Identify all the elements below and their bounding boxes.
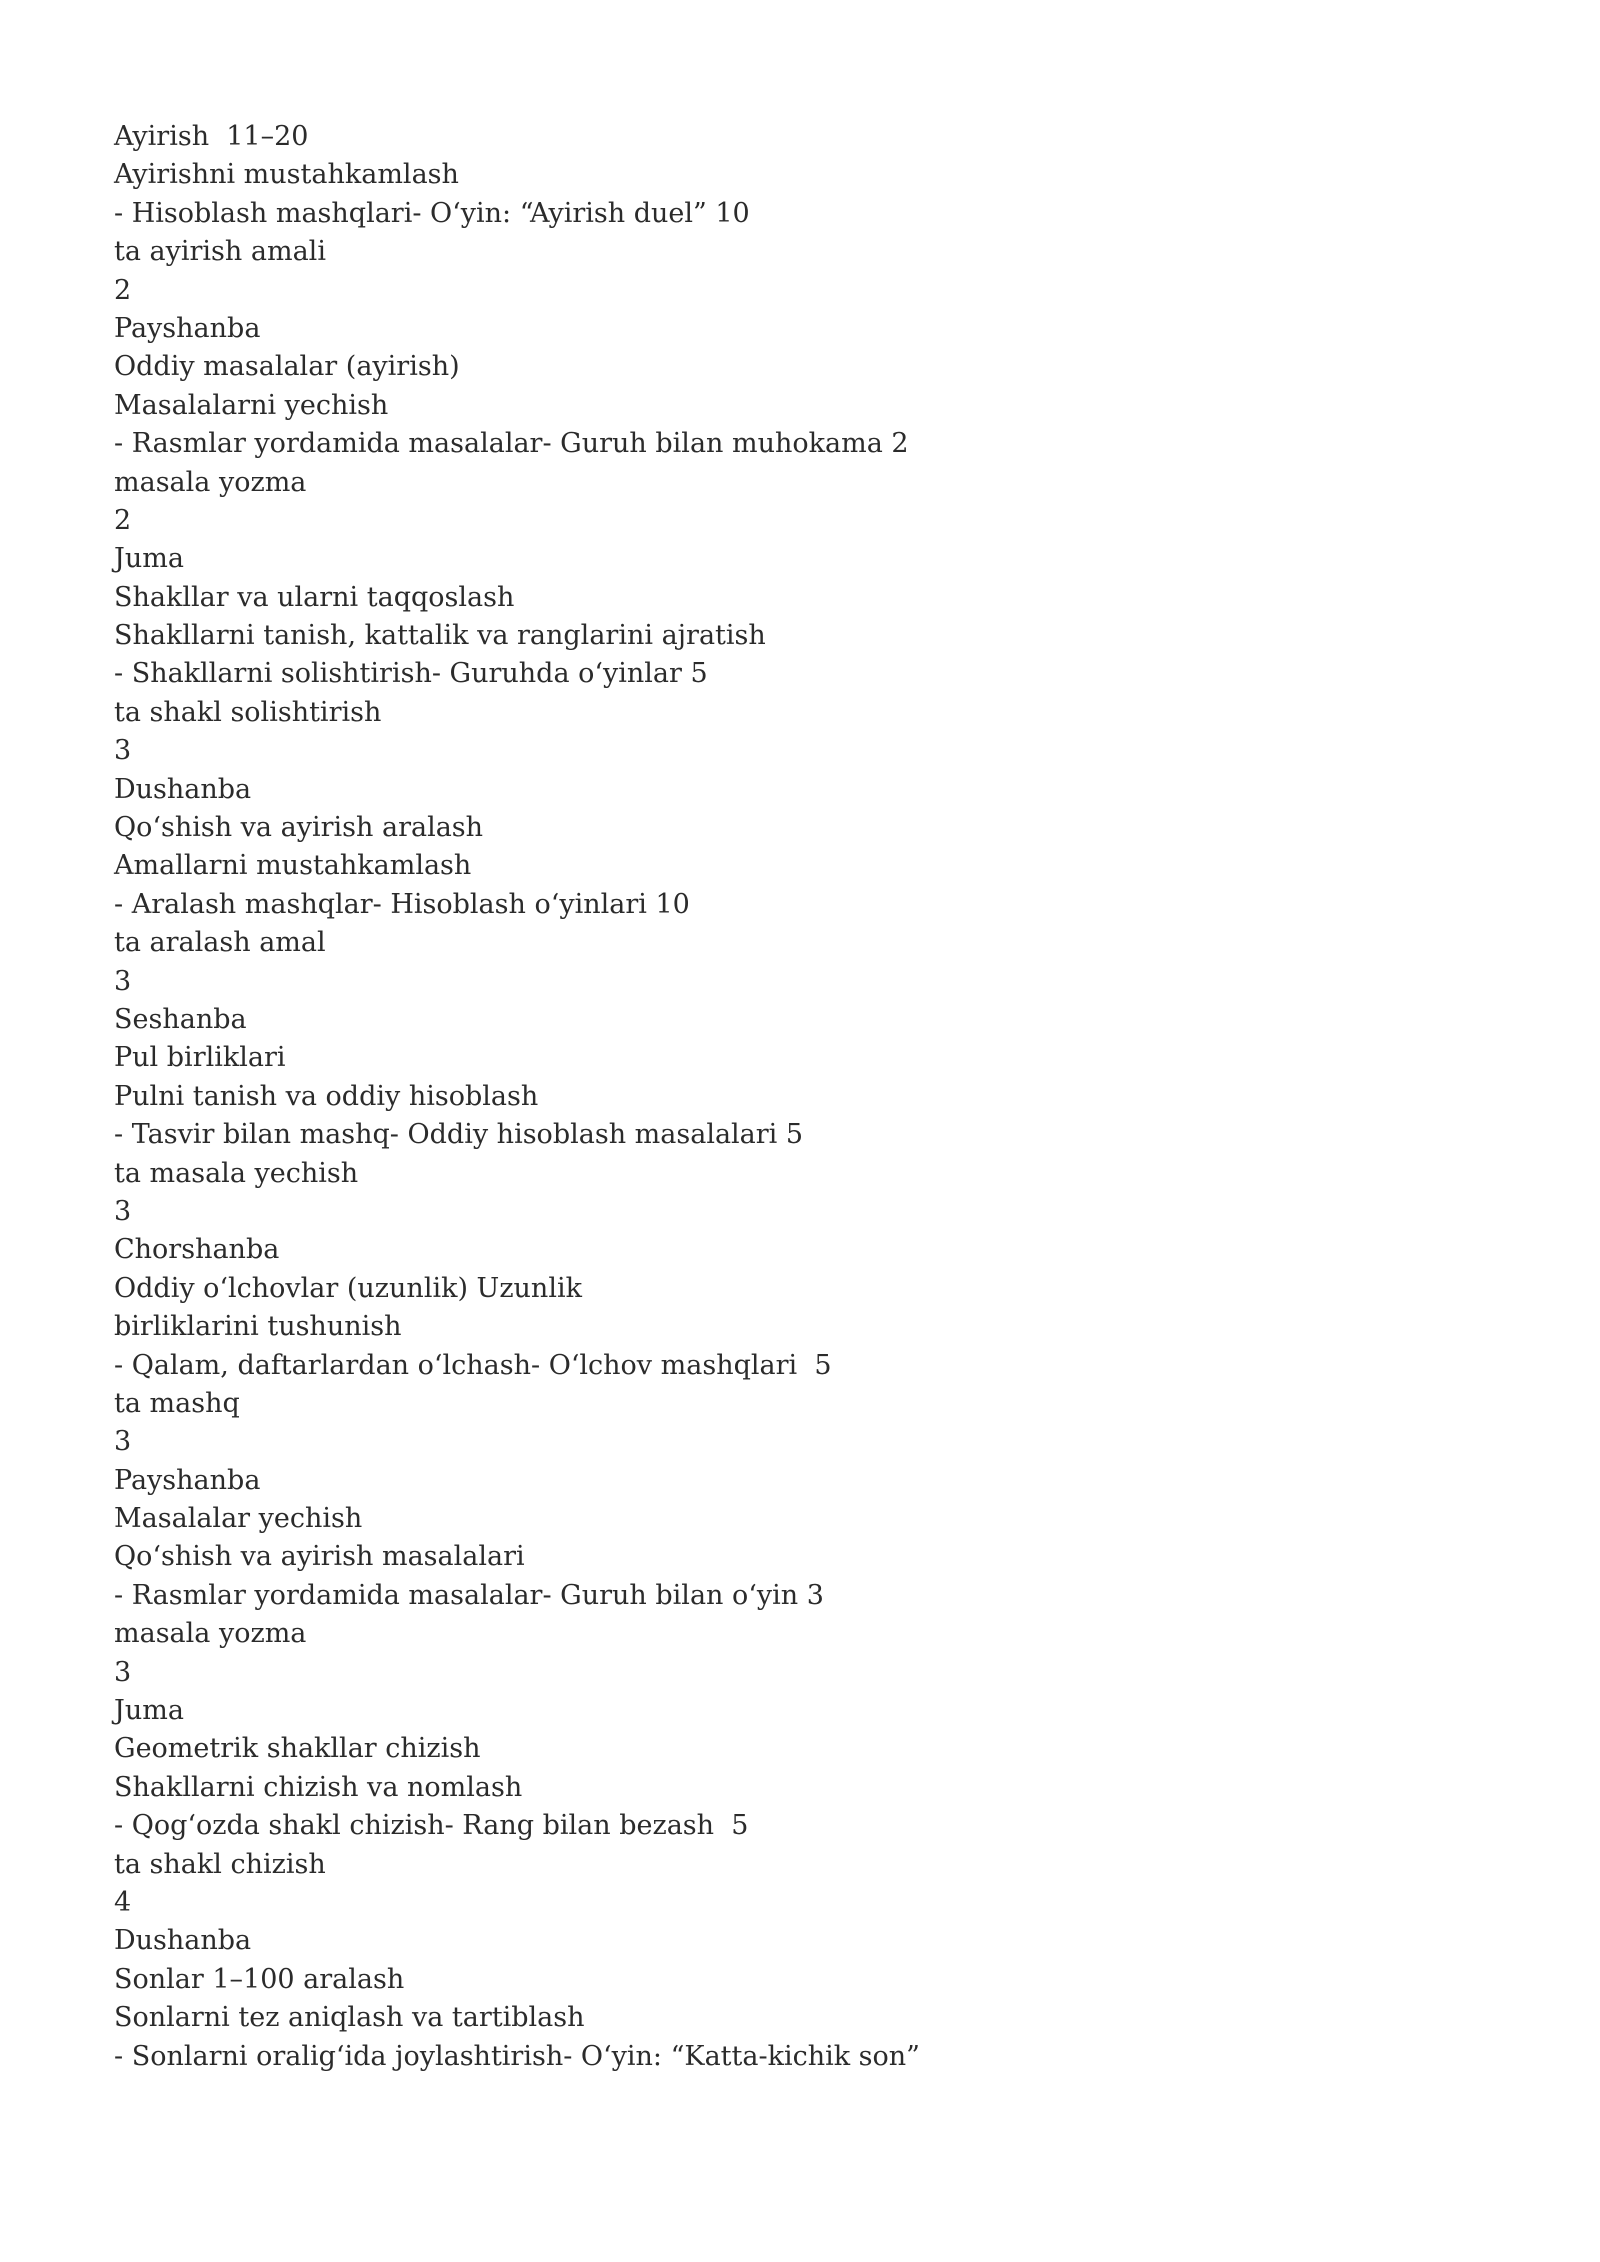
text-line: Sonlar 1–100 aralash (114, 1963, 405, 1995)
text-line: - Shakllarni solishtirish- Guruhda o‘yinlar 5 (114, 658, 708, 690)
text-line: Pul birliklari (114, 1042, 286, 1074)
text-line: Juma (114, 1695, 184, 1727)
text-line: Payshanba (114, 312, 261, 344)
text-line: Amallarni mustahkamlash (114, 850, 472, 882)
text-line: 2 (114, 274, 132, 306)
text-line: - Qog‘ozda shakl chizish- Rang bilan bezash 5 (114, 1810, 749, 1842)
text-line: ta shakl solishtirish (114, 696, 382, 728)
text-line: Seshanba (114, 1003, 247, 1035)
text-line: - Rasmlar yordamida masalalar- Guruh bilan muhokama 2 (114, 428, 909, 460)
text-line: Shakllarni tanish, kattalik va ranglarini ajratish (114, 620, 766, 652)
text-line: Dushanba (114, 773, 252, 805)
text-line: Juma (114, 543, 184, 575)
text-line: ta ayirish amali (114, 236, 326, 268)
text-line: Chorshanba (114, 1234, 280, 1266)
text-line: Masalalar yechish (114, 1503, 363, 1535)
text-line: Oddiy masalalar (ayirish) (114, 351, 460, 383)
text-line: ta mashq (114, 1387, 240, 1419)
text-line: Qo‘shish va ayirish masalalari (114, 1541, 525, 1573)
text-line: Ayirishni mustahkamlash (114, 159, 459, 191)
text-line: - Rasmlar yordamida masalalar- Guruh bilan o‘yin 3 (114, 1579, 824, 1611)
text-line: 3 (114, 1656, 132, 1688)
text-line: 2 (114, 504, 132, 536)
text-line: birliklarini tushunish (114, 1311, 402, 1343)
text-line: 3 (114, 735, 132, 767)
text-line: Geometrik shakllar chizish (114, 1733, 481, 1765)
text-line: Pulni tanish va oddiy hisoblash (114, 1080, 539, 1112)
text-line: Dushanba (114, 1925, 252, 1957)
text-line: masala yozma (114, 466, 307, 498)
text-line: ta aralash amal (114, 927, 326, 959)
text-line: Oddiy o‘lchovlar (uzunlik) Uzunlik (114, 1272, 582, 1304)
lesson-plan-text (114, 118, 1494, 2076)
text-line: masala yozma (114, 1618, 307, 1650)
text-line: 3 (114, 1195, 132, 1227)
text-line: - Qalam, daftarlardan o‘lchash- O‘lchov mashqlari 5 (114, 1349, 832, 1381)
text-line: 4 (114, 1886, 132, 1918)
text-line: - Tasvir bilan mashq- Oddiy hisoblash masalalari 5 (114, 1119, 804, 1151)
text-line: - Sonlarni oralig‘ida joylashtirish- O‘yin: “Katta-kichik son” (114, 2040, 920, 2072)
text-line: Shakllarni chizish va nomlash (114, 1771, 523, 1803)
text-line: Qo‘shish va ayirish aralash (114, 812, 484, 844)
text-line: Payshanba (114, 1464, 261, 1496)
text-line: ta masala yechish (114, 1157, 359, 1189)
text-line: Masalalarni yechish (114, 389, 389, 421)
text-line: ta shakl chizish (114, 1848, 326, 1880)
text-line: Shakllar va ularni taqqoslash (114, 581, 515, 613)
text-line: 3 (114, 965, 132, 997)
text-line: - Hisoblash mashqlari- O‘yin: “Ayirish duel” 10 (114, 197, 750, 229)
text-line: Ayirish 11–20 (114, 121, 309, 152)
text-line: 3 (114, 1426, 132, 1458)
text-line: Sonlarni tez aniqlash va tartiblash (114, 2002, 585, 2034)
text-line: - Aralash mashqlar- Hisoblash o‘yinlari 10 (114, 888, 690, 920)
